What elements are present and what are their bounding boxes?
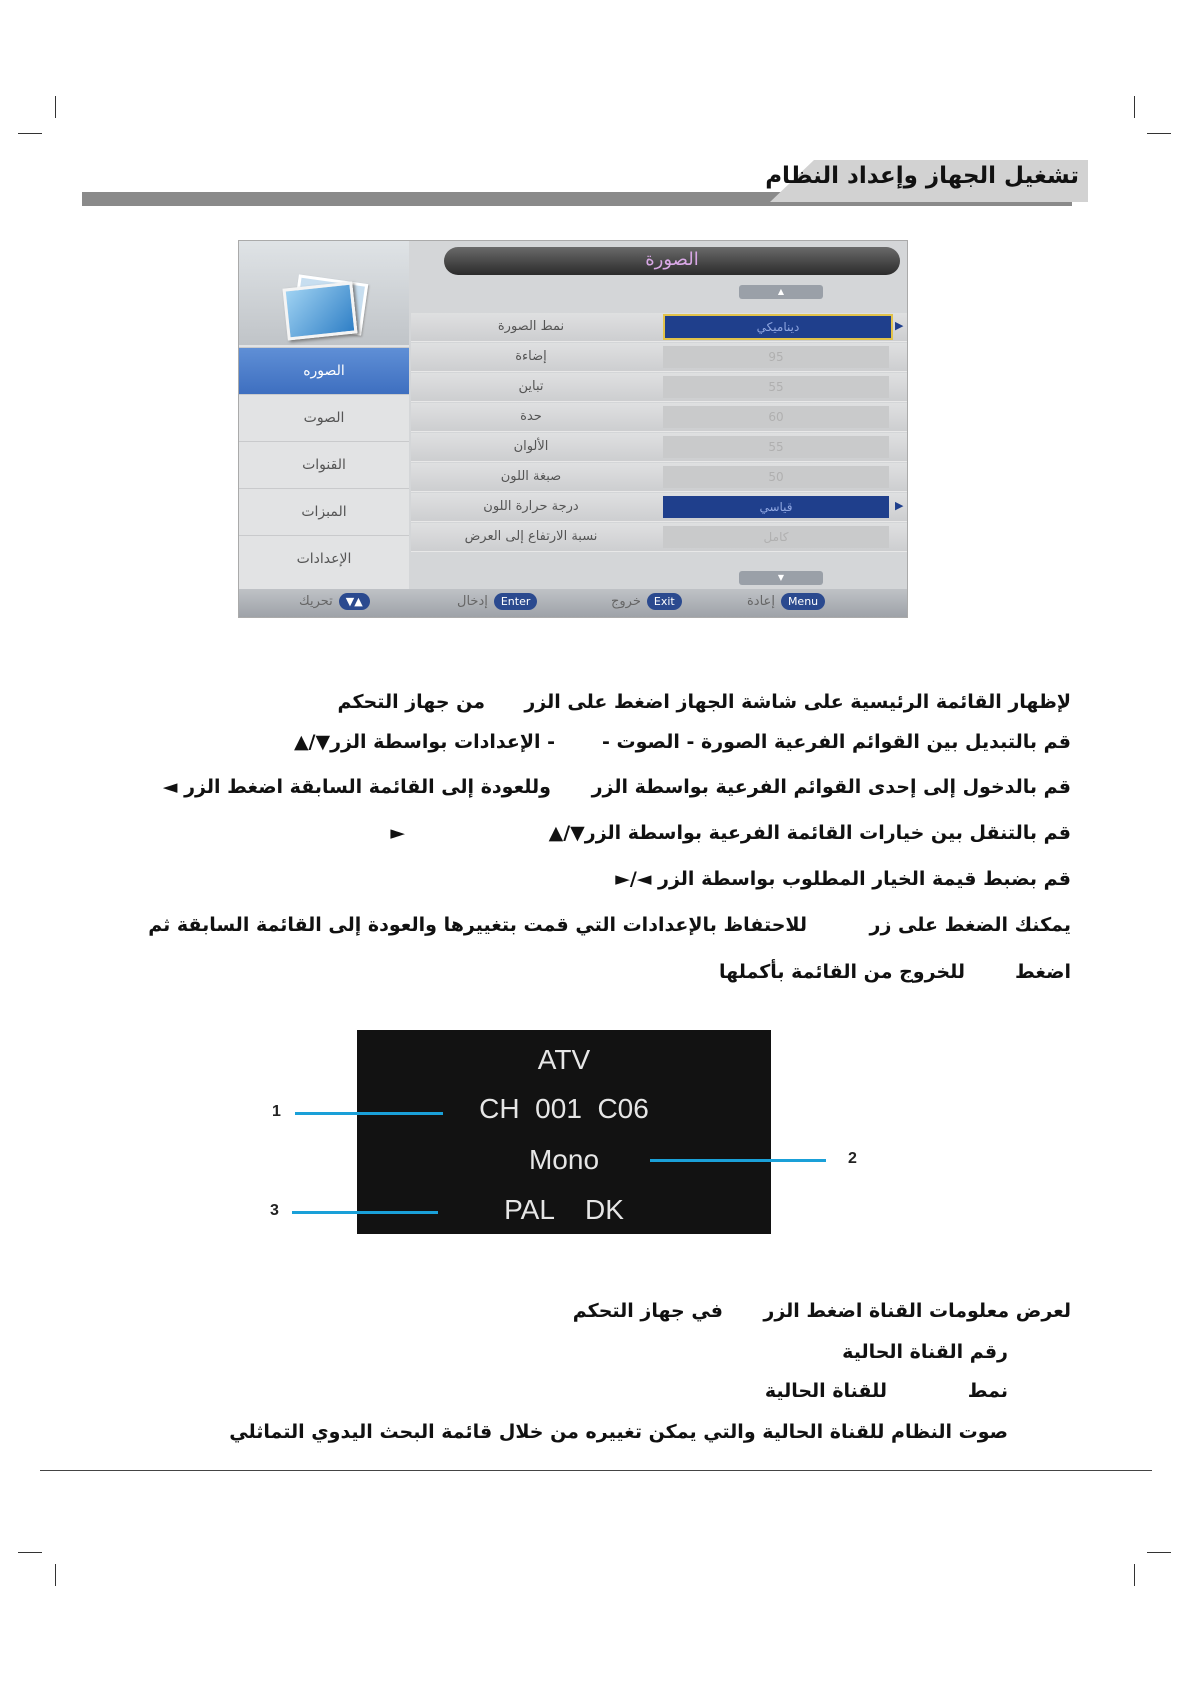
- row-label: إضاءة: [515, 349, 547, 364]
- menu-logo: [239, 241, 409, 345]
- page-title: تشغيل الجهاز وإعداد النظام: [765, 163, 1079, 189]
- row-label: الألوان: [513, 439, 549, 454]
- row-label: نمط الصورة: [497, 319, 565, 334]
- sidebar-item-channels[interactable]: القنوات: [239, 441, 409, 488]
- menu-sidebar: [239, 241, 409, 617]
- enter-key: Enter: [494, 593, 538, 610]
- photo-icon: [282, 281, 357, 340]
- callout-1: 1: [272, 1103, 281, 1120]
- callout-2: 2: [848, 1150, 857, 1167]
- row-label: تباين: [518, 379, 544, 394]
- menu-row-tint[interactable]: [411, 463, 907, 491]
- exit-key: Exit: [647, 593, 682, 610]
- channel-text-1a: لعرض معلومات القناة اضغط الزر: [763, 1300, 1071, 1322]
- sidebar-item-sound[interactable]: الصوت: [239, 394, 409, 441]
- callout-line-3: [292, 1211, 438, 1214]
- instruction-6b: للاحتفاظ بالإعدادات التي قمت بتغييرها والعودة إلى القائمة السابقة ثم: [148, 914, 807, 936]
- channel-text-3b: للقناة الحالية: [764, 1380, 887, 1402]
- scroll-down-button[interactable]: ▼: [739, 571, 823, 585]
- menu-row-color[interactable]: [411, 433, 907, 461]
- crop-mark: [1134, 1564, 1135, 1586]
- row-value[interactable]: 50: [663, 466, 889, 488]
- menu-row-sharpness[interactable]: [411, 403, 907, 431]
- arrow-right-icon: ▶: [895, 319, 904, 332]
- crop-mark: [55, 96, 56, 118]
- footer-menu[interactable]: [747, 593, 825, 613]
- instruction-4b: ►: [390, 822, 405, 844]
- channel-text-3a: نمط: [967, 1380, 1008, 1402]
- crop-mark: [55, 1564, 56, 1586]
- footer-label: تحريك: [299, 594, 333, 609]
- instruction-7a: اضغط: [1015, 961, 1071, 983]
- menu-footer: [239, 589, 907, 617]
- row-value[interactable]: 55: [663, 376, 889, 398]
- crop-mark: [18, 133, 42, 134]
- instruction-5: قم بضبط قيمة الخيار المطلوب بواسطة الزر ◄/►: [615, 868, 1071, 890]
- sidebar-item-features[interactable]: المبزات: [239, 488, 409, 535]
- arrow-right-icon: ▶: [895, 499, 904, 512]
- instruction-2a: قم بالتبديل بين القوائم الفرعية الصورة - الصوت -: [602, 731, 1071, 753]
- row-value[interactable]: قياسي: [663, 496, 889, 518]
- instruction-4a: قم بالتنقل بين خيارات القائمة الفرعية بواسطة الزر▼/▲: [548, 822, 1071, 844]
- channel-text-4: صوت النظام للقناة الحالية والتي يمكن تغييره من خلال قائمة البحث اليدوي التماثلي: [229, 1421, 1008, 1443]
- menu-row-color-temp[interactable]: [411, 493, 907, 521]
- instruction-1b: من جهاز التحكم: [337, 691, 485, 713]
- instruction-1a: لإظهار القائمة الرئيسية على شاشة الجهاز اضغط على الزر: [524, 691, 1071, 713]
- instruction-7b: للخروج من القائمة بأكملها: [719, 961, 965, 983]
- crop-mark: [1134, 96, 1135, 118]
- callout-line-1: [295, 1112, 443, 1115]
- row-value[interactable]: ديناميكي: [663, 314, 893, 340]
- callout-line-2: [650, 1159, 826, 1162]
- channel-sound: Mono: [528, 1144, 600, 1175]
- channel-text-2: رقم القناة الحالية: [842, 1341, 1008, 1363]
- instruction-3b: وللعودة إلى القائمة السابقة اضغط الزر ◄: [162, 776, 551, 798]
- instruction-2b: - الإعدادات بواسطة الزر▼/▲: [293, 731, 555, 753]
- footer-rule: [40, 1470, 1152, 1471]
- row-value[interactable]: 95: [663, 346, 889, 368]
- footer-enter[interactable]: [457, 593, 537, 613]
- menu-row-picture-mode[interactable]: [411, 313, 907, 341]
- callout-3: 3: [270, 1202, 279, 1219]
- footer-exit[interactable]: [611, 593, 682, 613]
- menu-title: الصورة: [645, 249, 699, 270]
- menu-row-aspect-ratio[interactable]: [411, 523, 907, 551]
- row-value[interactable]: 60: [663, 406, 889, 428]
- tv-picture-menu: [238, 240, 908, 618]
- sidebar-item-picture[interactable]: الصوره: [239, 347, 409, 394]
- channel-info-display: [357, 1030, 771, 1234]
- menu-row-brightness[interactable]: [411, 343, 907, 371]
- row-label: نسبة الارتفاع إلى العرض: [464, 529, 598, 544]
- row-value[interactable]: كامل: [663, 526, 889, 548]
- footer-label: إعادة: [747, 594, 775, 609]
- footer-move[interactable]: [299, 593, 370, 613]
- row-value[interactable]: 55: [663, 436, 889, 458]
- scroll-up-button[interactable]: ▲: [739, 285, 823, 299]
- instruction-6a: يمكنك الضغط على زر: [869, 914, 1071, 936]
- channel-number: CH 001 C06: [479, 1093, 649, 1124]
- row-label: صبغة اللون: [500, 469, 562, 484]
- row-label: درجة حرارة اللون: [483, 499, 579, 514]
- footer-label: خروج: [611, 594, 641, 609]
- row-label: حدة: [520, 409, 542, 424]
- menu-key: Menu: [781, 593, 825, 610]
- footer-label: إدخال: [457, 594, 488, 609]
- channel-system: PAL DK: [504, 1194, 624, 1225]
- crop-mark: [18, 1552, 42, 1553]
- menu-row-contrast[interactable]: [411, 373, 907, 401]
- channel-source: ATV: [537, 1044, 591, 1075]
- crop-mark: [1147, 1552, 1171, 1553]
- sidebar-item-settings[interactable]: الإعدادات: [239, 535, 409, 582]
- crop-mark: [1147, 133, 1171, 134]
- channel-text-1b: في جهاز التحكم: [572, 1300, 723, 1322]
- move-key: ▲▼: [339, 593, 370, 610]
- instruction-3a: قم بالدخول إلى إحدى القوائم الفرعية بواسطة الزر: [591, 776, 1071, 798]
